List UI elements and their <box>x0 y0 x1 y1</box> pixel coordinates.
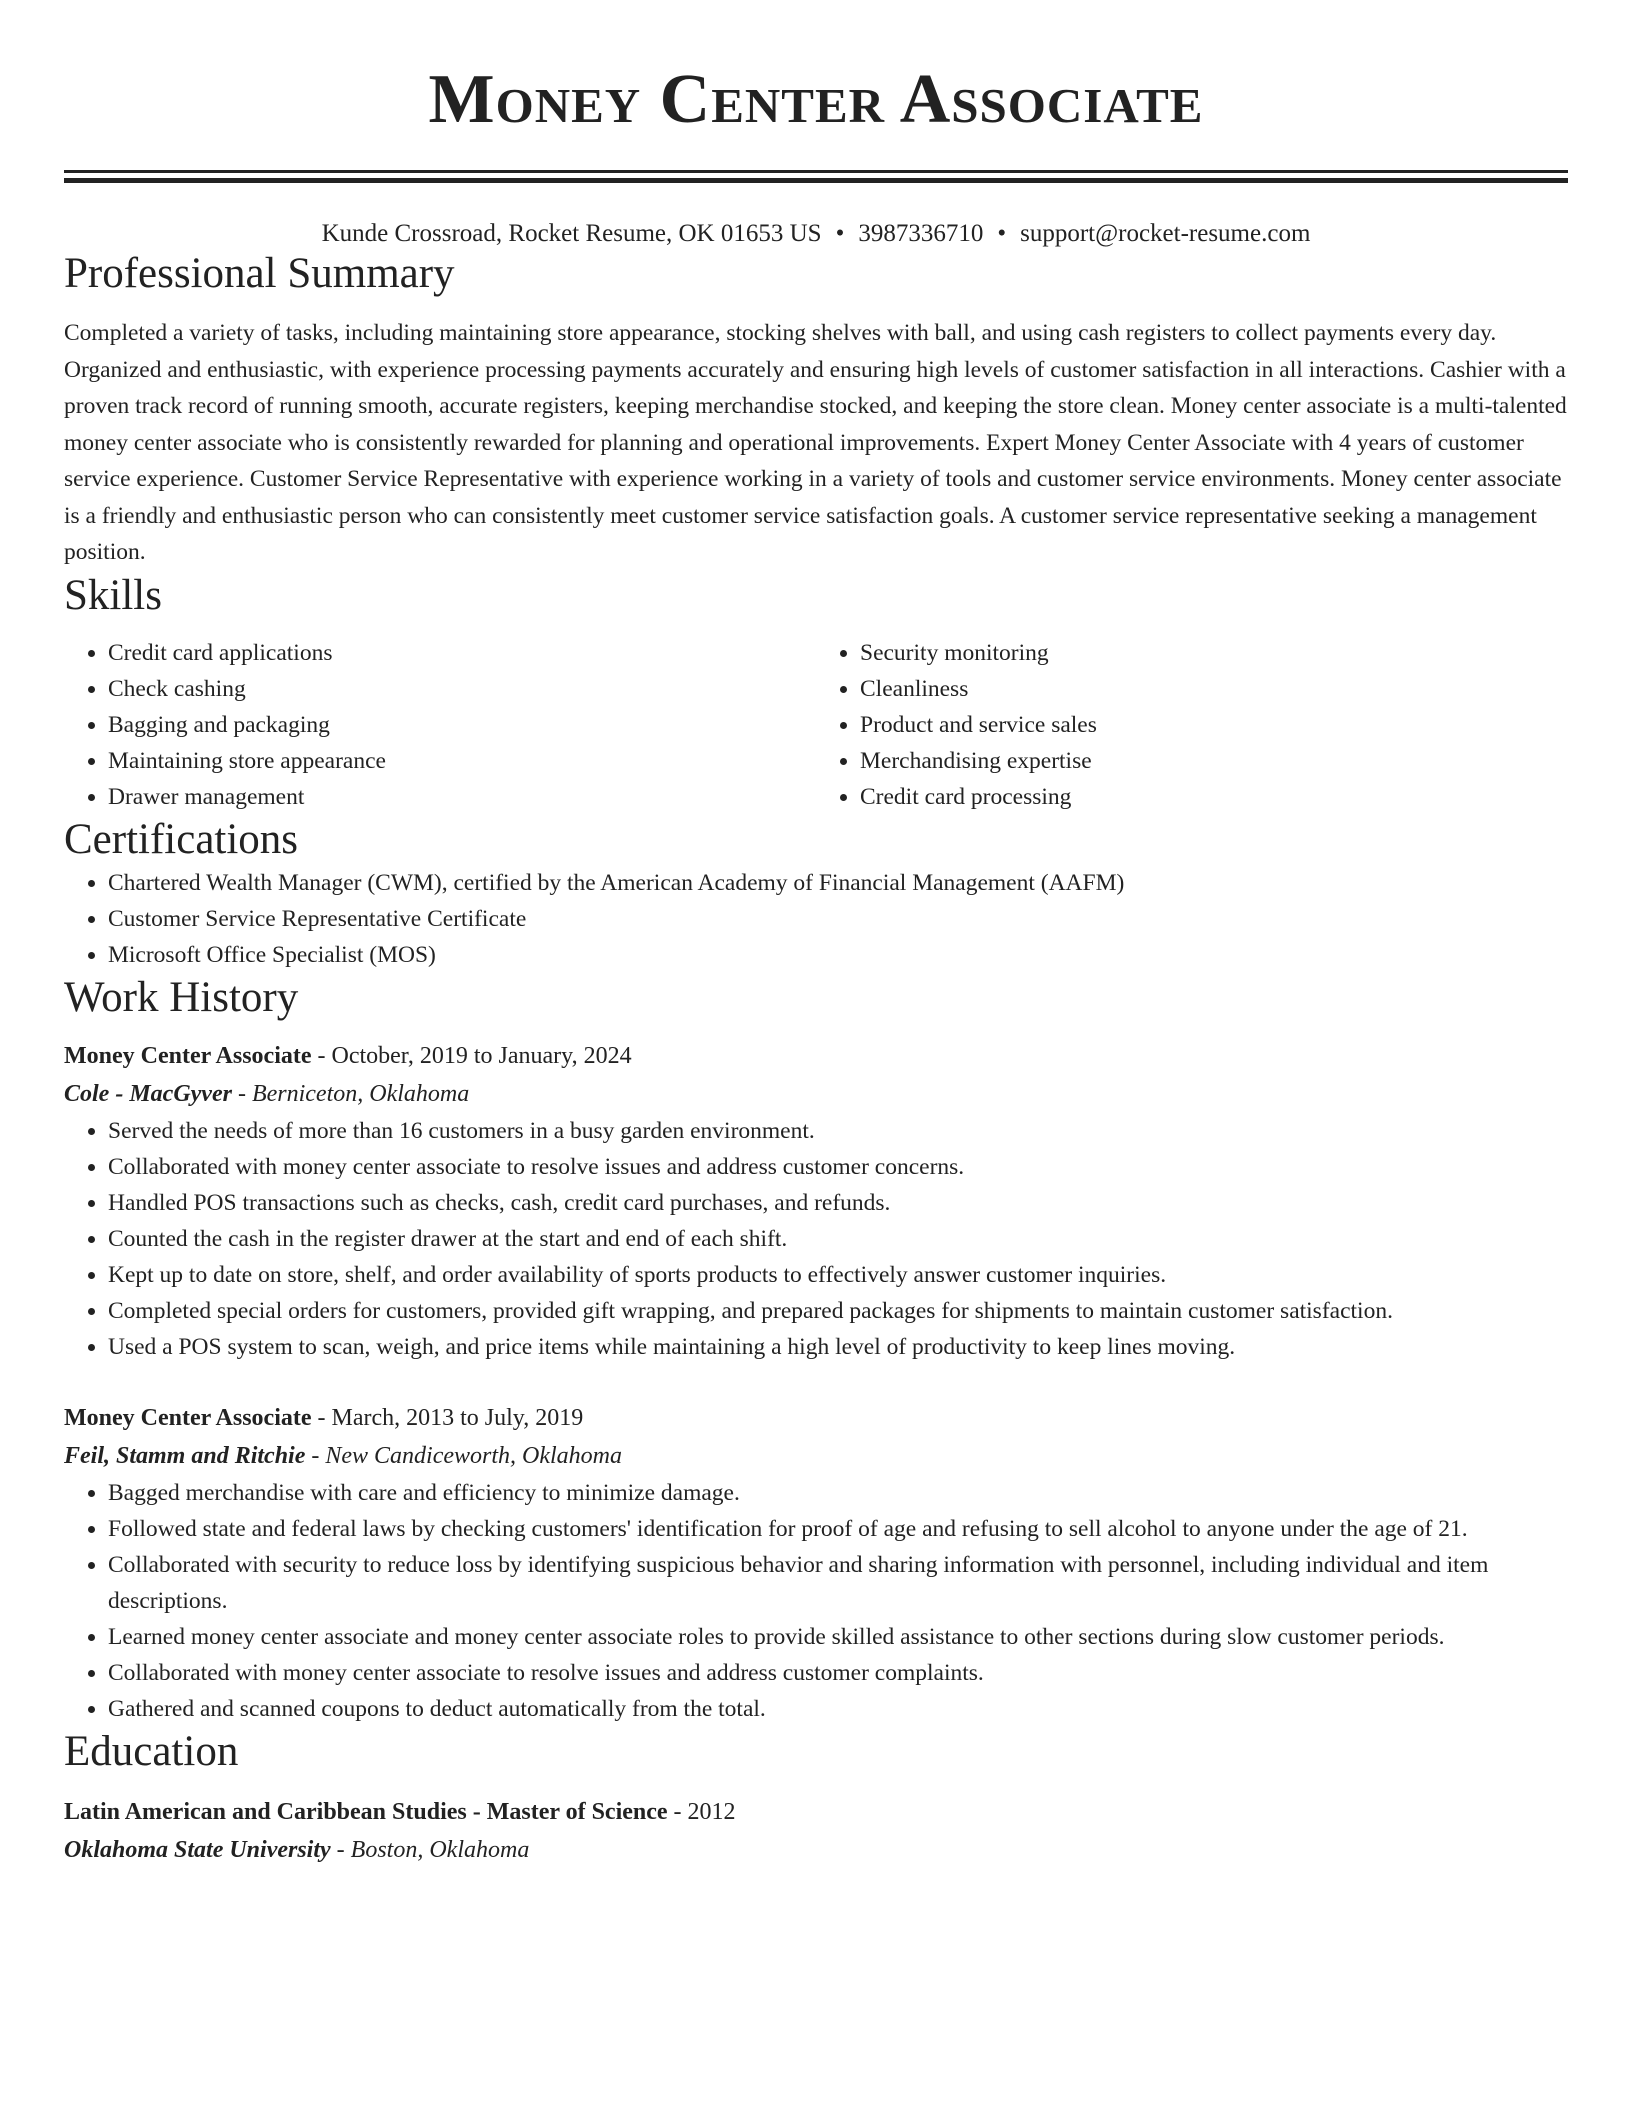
skill-item: • Bagging and packaging <box>108 707 816 743</box>
certification-item: • Microsoft Office Specialist (MOS) <box>108 937 1568 973</box>
job-duty-item: • Used a POS system to scan, weigh, and price items while maintaining a high level of productivity to keep lines moving. <box>108 1329 1568 1365</box>
section-heading-summary: Professional Summary <box>64 250 455 297</box>
job-duty-item: • Served the needs of more than 16 customers in a busy garden environment. <box>108 1113 1568 1149</box>
skills-list <box>64 635 1568 815</box>
title-divider-top <box>64 170 1568 173</box>
skill-item: • Credit card processing <box>860 779 1568 815</box>
job-dates: - October, 2019 to January, 2024 <box>311 1042 632 1069</box>
job-header <box>64 1399 1568 1437</box>
job-company: Feil, Stamm and Ritchie <box>64 1442 306 1469</box>
job-duty-item: • Collaborated with security to reduce loss by identifying suspicious behavior and sharing information with personnel, including individual and item descriptions. <box>108 1547 1568 1619</box>
contact-line <box>64 219 1568 249</box>
summary-text: Completed a variety of tasks, including maintaining store appearance, stocking shelves with ball, and using cash registers to collect payments every day. Organized and enthusiastic, with experience processing payments accurately and ensuring high levels of customer satisfaction in all interactions. Cashier with a proven track record of running smooth, accurate registers, keeping merchandise stocked, and keeping the store clean. Money center associate is a multi-talented money center associate who is consistently rewarded for planning and operational improvements. Expert Money Center Associate with 4 years of customer service experience. Customer Service Representative with experience working in a variety of tools and customer service environments. Money center associate is a friendly and enthusiastic person who can consistently meet customer service satisfaction goals. A customer service representative seeking a management position. <box>64 320 1567 565</box>
job-duty-item: • Counted the cash in the register drawer at the start and end of each shift. <box>108 1221 1568 1257</box>
job-duty-item: • Completed special orders for customers, provided gift wrapping, and prepared packages for shipments to maintain customer satisfaction. <box>108 1293 1568 1329</box>
job-company: Cole - MacGyver <box>64 1080 232 1107</box>
contact-address: Kunde Crossroad, Rocket Resume, OK 01653 US <box>321 220 822 247</box>
education-location: - Boston, Oklahoma <box>330 1836 530 1863</box>
section-heading-education: Education <box>64 1727 239 1775</box>
skill-item: • Maintaining store appearance <box>108 743 816 779</box>
job-title: Money Center Associate <box>64 1404 312 1431</box>
job-duty-item: • Gathered and scanned coupons to deduct automatically from the total. <box>108 1691 1568 1727</box>
job-entry <box>64 1037 1568 1365</box>
education-header <box>64 1793 1568 1831</box>
job-duty-item: • Kept up to date on store, shelf, and order availability of sports products to effectively answer customer inquiries. <box>108 1257 1568 1293</box>
section-heading-certifications: Certifications <box>64 815 299 863</box>
job-location: - New Candiceworth, Oklahoma <box>305 1442 622 1469</box>
skill-item: • Check cashing <box>108 671 816 707</box>
job-location: - Berniceton, Oklahoma <box>231 1080 470 1107</box>
skill-item: • Credit card applications <box>108 635 816 671</box>
skill-item: • Merchandising expertise <box>860 743 1568 779</box>
title-divider-bottom <box>64 178 1568 183</box>
contact-separator: • <box>835 220 845 247</box>
section-heading-work-history: Work History <box>64 973 299 1021</box>
certifications-list <box>64 865 1568 973</box>
job-duty-item: • Handled POS transactions such as checks, cash, credit card purchases, and refunds. <box>108 1185 1568 1221</box>
job-duty-item: • Collaborated with money center associate to resolve issues and address customer concerns. <box>108 1149 1568 1185</box>
job-employer <box>64 1437 1568 1475</box>
job-header <box>64 1037 1568 1075</box>
job-duty-item: • Bagged merchandise with care and efficiency to minimize damage. <box>108 1475 1568 1511</box>
skill-item: • Cleanliness <box>860 671 1568 707</box>
skills-column-right <box>816 635 1568 815</box>
skills-column-left <box>64 635 816 815</box>
job-employer <box>64 1075 1568 1113</box>
certification-item: • Chartered Wealth Manager (CWM), certified by the American Academy of Financial Management (AAFM) <box>108 865 1568 901</box>
education-year: - 2012 <box>667 1798 736 1825</box>
job-duties-list <box>64 1475 1568 1727</box>
certification-item: • Customer Service Representative Certificate <box>108 901 1568 937</box>
skill-item: • Drawer management <box>108 779 816 815</box>
section-heading-skills: Skills <box>64 571 162 619</box>
job-duties-list <box>64 1113 1568 1365</box>
job-duty-item: • Followed state and federal laws by checking customers' identification for proof of age and refusing to sell alcohol to anyone under the age of 21. <box>108 1511 1568 1547</box>
skill-item: • Security monitoring <box>860 635 1568 671</box>
contact-separator: • <box>997 220 1007 247</box>
job-dates: - March, 2013 to July, 2019 <box>311 1404 584 1431</box>
job-title: Money Center Associate <box>64 1042 312 1069</box>
resume-title: Money Center Associate <box>428 61 1204 138</box>
contact-phone: 3987336710 <box>858 220 984 247</box>
skill-item: • Product and service sales <box>860 707 1568 743</box>
job-entry <box>64 1399 1568 1727</box>
education-institution <box>64 1831 1568 1869</box>
job-duty-item: • Collaborated with money center associate to resolve issues and address customer complaints. <box>108 1655 1568 1691</box>
job-duty-item: • Learned money center associate and money center associate roles to provide skilled assistance to other sections during slow customer periods. <box>108 1619 1568 1655</box>
education-school: Oklahoma State University <box>64 1836 331 1863</box>
education-degree: Latin American and Caribbean Studies - Master of Science <box>64 1798 668 1825</box>
contact-email: support@rocket-resume.com <box>1020 220 1311 247</box>
